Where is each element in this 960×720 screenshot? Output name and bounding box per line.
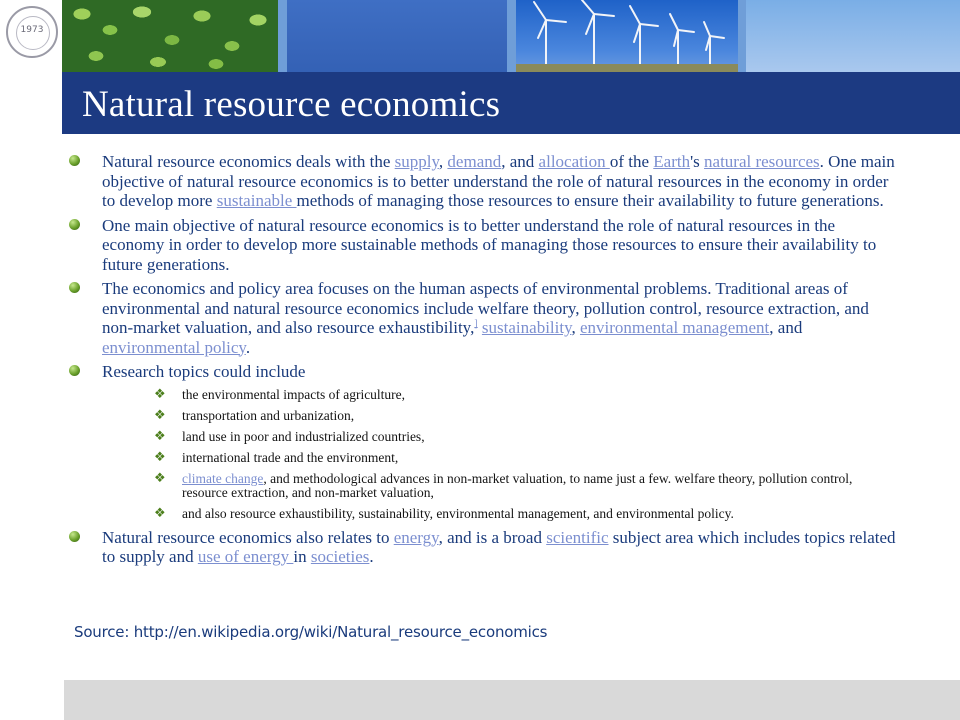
sub-bullet-list [102,388,896,521]
inline-link[interactable]: energy [393,527,439,547]
sub-bullet-text [182,450,398,465]
bullet-text [102,279,869,357]
text-segment: and also resource exhaustibility, sustainability, environmental management, and environmental policy. [182,505,734,521]
text-segment: , [571,318,580,337]
field-ground [516,64,738,72]
footer-bar [64,680,960,720]
bullet-text [102,528,896,567]
text-segment: of the [609,152,654,171]
sub-bullet-text [182,387,405,402]
text-segment: 's [690,152,705,171]
blue-header-panel [287,0,507,72]
sub-bullet-item [102,430,896,444]
inline-link[interactable]: Earth [653,152,691,171]
text-segment: Natural resource economics deals with the [102,152,395,171]
text-segment: . [369,547,374,566]
inline-link[interactable]: demand [447,152,502,171]
green-sphere-bullet-icon [69,531,80,542]
leaves-photo [62,0,278,72]
diamond-bullet-icon: ❖ [154,407,166,423]
text-segment: , and [501,152,539,171]
green-sphere-bullet-icon [69,282,80,293]
inline-link[interactable]: ] [474,318,478,330]
text-segment: international trade and the environment, [182,449,399,465]
sky-panel [746,0,960,72]
sub-bullet-text [182,471,852,500]
text-segment: Natural resource economics also relates to [102,527,394,547]
inline-link[interactable]: sustainable [216,191,297,210]
inline-link[interactable]: scientific [546,527,609,547]
bullet-text [102,216,876,274]
text-segment: subject area which includes topics related to supply and [102,527,896,566]
text-segment: , and is a broad [438,527,547,547]
bullet-item [66,216,896,275]
sub-bullet-item [102,388,896,402]
green-sphere-bullet-icon [69,219,80,230]
diamond-bullet-icon: ❖ [154,386,166,402]
text-segment: , and [769,318,803,337]
inline-link[interactable]: environmental policy [102,337,246,357]
bullet-text [102,362,305,381]
bullet-list [66,152,896,567]
bullet-item [66,152,896,211]
green-sphere-bullet-icon [69,155,80,166]
text-segment: land use in poor and industrialized countries, [182,428,425,444]
sub-bullet-item [102,472,896,500]
inline-link[interactable]: sustainability [481,318,572,337]
sub-bullet-text [182,429,425,444]
text-segment: Research topics could include [102,362,306,381]
sub-bullet-item [102,507,896,521]
slide-title: Natural resource economics [82,84,501,125]
text-segment: , [438,152,448,171]
text-segment: , and methodological advances in non-market valuation, to name just a few. welfare theory, pollution control, resource extraction, and non-market valuation, [182,470,853,500]
header-photo-strip [0,0,960,72]
text-segment: One main objective of natural resource economics is to better understand the role of natural resources in the economy in order to develop more sustainable methods of managing those resources to ensure their availability to future generations. [102,215,877,274]
sub-bullet-item [102,409,896,423]
inline-link[interactable]: allocation [538,152,610,171]
wind-turbine-icons [516,0,738,72]
inline-link[interactable]: natural resources [704,152,820,171]
text-segment: . [245,337,251,357]
university-logo-panel [0,0,62,72]
bullet-item [66,279,896,357]
sub-bullet-text [182,408,354,423]
text-segment: in [293,547,311,566]
text-segment: transportation and urbanization, [182,407,355,423]
sub-bullet-item [102,451,896,465]
diamond-bullet-icon: ❖ [154,470,166,486]
bullet-item [66,362,896,521]
inline-link[interactable]: supply [394,152,439,171]
green-sphere-bullet-icon [69,365,80,376]
sub-bullet-text [182,506,734,521]
text-segment: . One main objective of natural resource economics is to better understand the role of natural resources in the economy in order to develop more [102,152,895,210]
text-segment: The economics and policy area focuses on the human aspects of environmental problems. Traditional areas of environmental and natural resource economics include welfare theory, pollution control, resource extraction, and non-market valuation, and also resource exhaustibility, [102,279,869,337]
bullet-text [102,152,895,210]
slide-content [66,152,896,572]
bullet-item [66,528,896,567]
source-citation: Source: http://en.wikipedia.org/wiki/Natural_resource_economics [74,623,548,641]
diamond-bullet-icon: ❖ [154,505,166,521]
diamond-bullet-icon: ❖ [154,449,166,465]
text-segment: methods of managing those resources to ensure their availability to future generations. [296,191,884,210]
text-segment: the environmental impacts of agriculture, [182,386,406,402]
logo-year-text: 1973 [20,25,44,35]
inline-link[interactable]: climate change [182,470,264,486]
inline-link[interactable]: use of energy [197,547,294,566]
title-bar [62,72,960,134]
inline-link[interactable]: societies [310,547,370,566]
diamond-bullet-icon: ❖ [154,428,166,444]
university-logo-icon [6,6,58,58]
wind-turbines-photo [516,0,738,72]
inline-link[interactable]: environmental management [579,318,770,337]
